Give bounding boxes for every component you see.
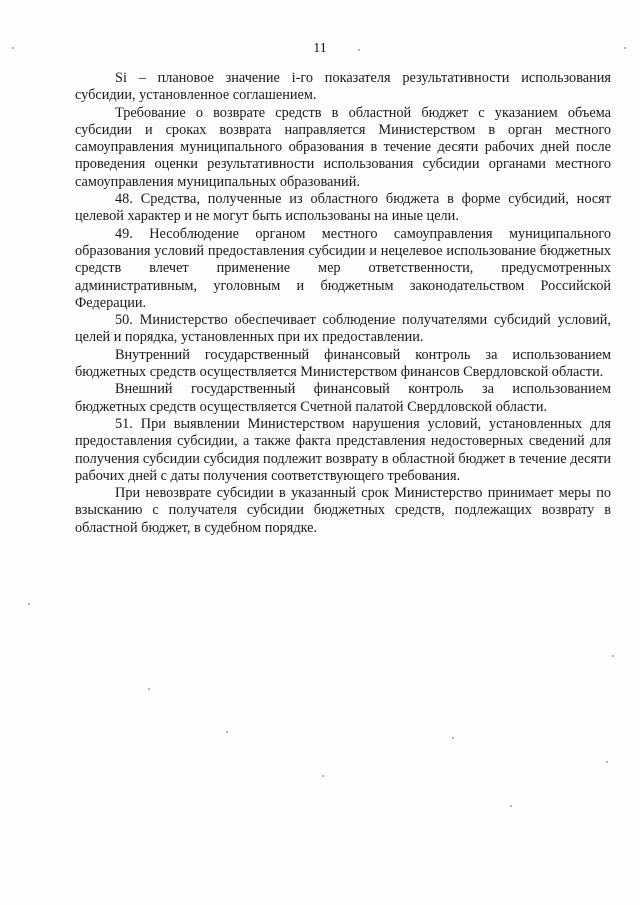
paragraph-51: 51. При выявлении Министерством нарушения условий, установленных для предоставления субсидии, а также факта представления недостоверных сведений для получения субсидии субсидия подлежит возврату в областной бюджет в течение десяти рабочих дней с даты получения соответствующего требования. [75,415,611,484]
document-body [75,70,611,537]
paragraph-internal-control: Внутренний государственный финансовый контроль за использованием бюджетных средств осуществляется Министерством финансов Свердловской области. [75,346,611,381]
page-number: 11 [313,41,327,56]
paragraph-48: 48. Средства, полученные из областного бюджета в форме субсидий, носят целевой характер и не могут быть использованы на иные цели. [75,191,611,225]
scan-speck [226,731,228,733]
scan-speck [612,655,614,657]
scan-speck [322,775,324,777]
scan-speck [624,47,626,49]
scan-speck [606,761,608,763]
scan-speck [12,47,14,49]
scan-speck [510,805,512,807]
paragraph-external-control: Внешний государственный финансовый контроль за использованием бюджетных средств осуществляется Счетной палатой Свердловской области. [75,381,611,415]
paragraph-non-return: При невозврате субсидии в указанный срок Министерство принимает меры по взысканию с получателя субсидии бюджетных средств, подлежащих возврату в областной бюджет, в судебном порядке. [75,485,611,536]
paragraph-refund-requirement: Требование о возврате средств в областной бюджет с указанием объема субсидии и сроках возврата направляется Министерством в орган местного самоуправления муниципального образования в течение десяти рабочих дней после проведения оценки результативности использования субсидии органами местного самоуправления муниципальных образований. [75,104,611,190]
paragraph-49: 49. Несоблюдение органом местного самоуправления муниципального образования условий предоставления субсидии и нецелевое использование бюджетных средств влечет применение мер ответственности, предусмотренных административным, уголовным и бюджетным законодательством Российской Федерации. [75,225,611,311]
paragraph-50: 50. Министерство обеспечивает соблюдение получателями субсидий условий, целей и порядка, установленных при их предоставлении. [75,312,611,346]
scan-speck [358,49,360,51]
scan-speck [452,737,454,739]
scan-speck [28,603,30,605]
paragraph-si-definition: Si – плановое значение i-го показателя результативности использования субсидии, установленное соглашением. [75,70,611,104]
scan-speck [148,688,150,690]
